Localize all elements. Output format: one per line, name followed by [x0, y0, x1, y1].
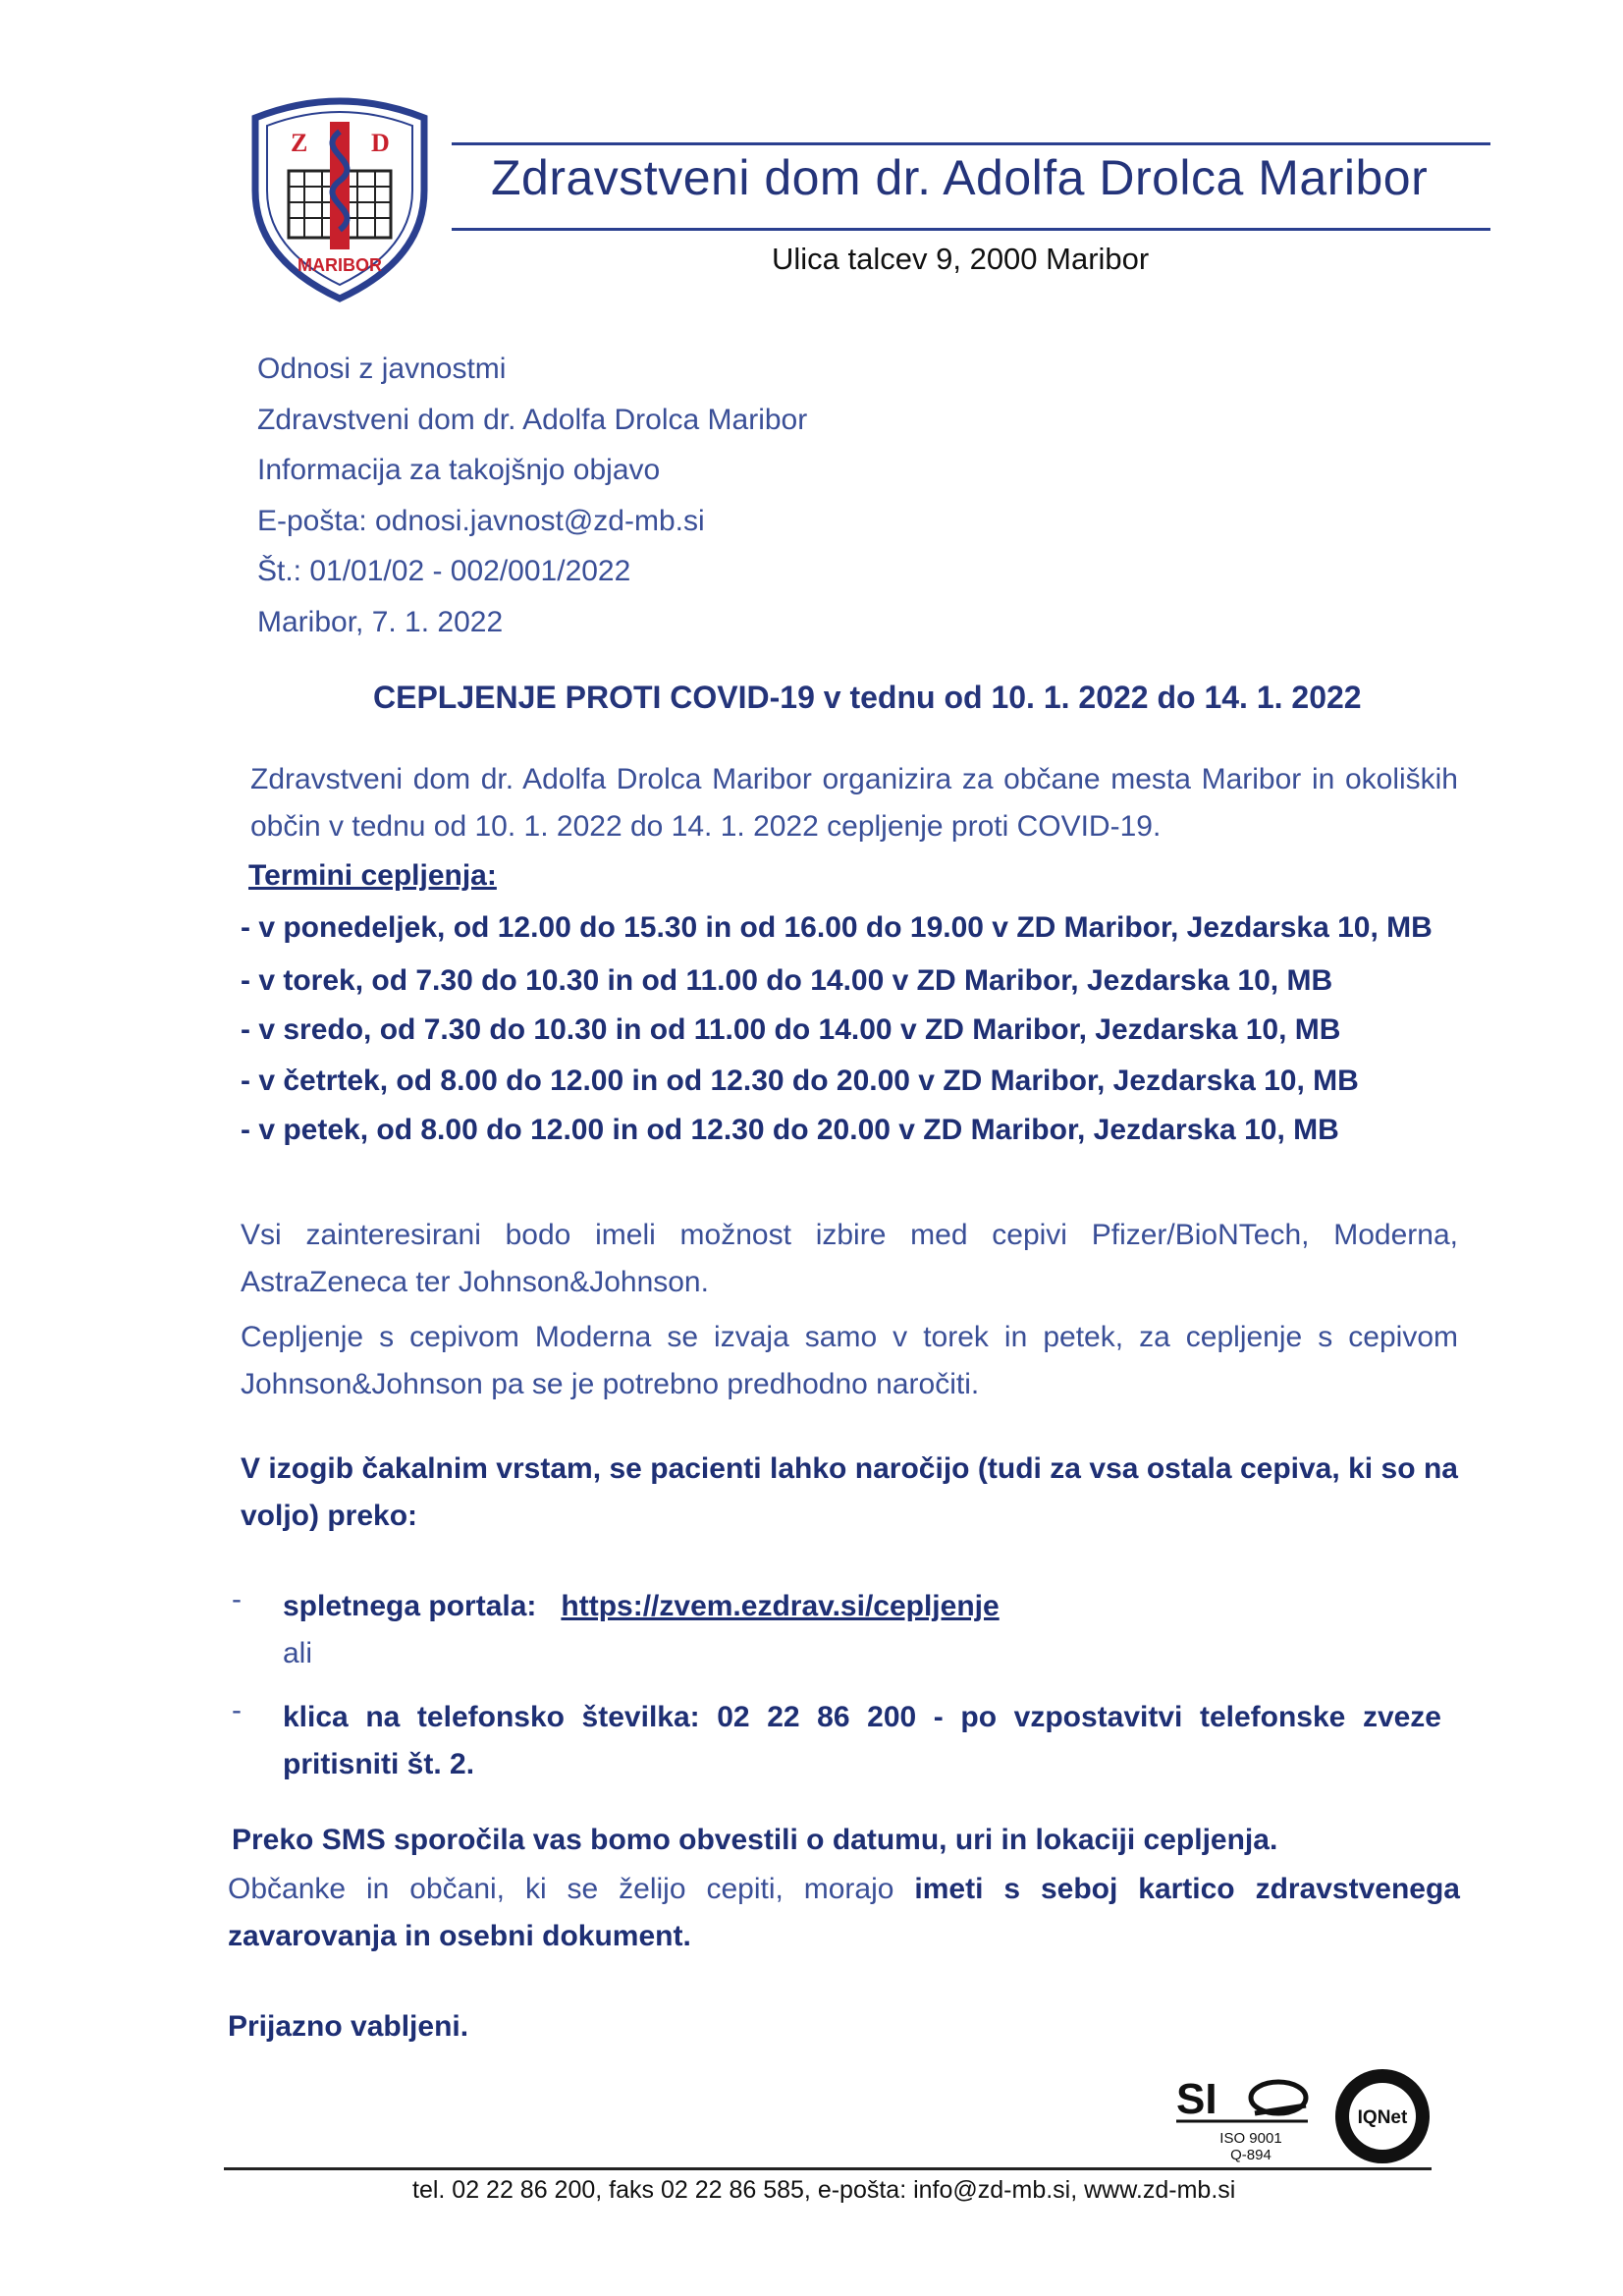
schedule-section: [241, 852, 1458, 1154]
list-bullet: -: [232, 1694, 242, 1726]
certification-logos: [1176, 2062, 1434, 2170]
documents-notice: Občanke in občani, ki se želijo cepiti, morajo imeti s seboj kartico zdravstvenega zavarovanja in osebni dokument.: [228, 1873, 1460, 1952]
document-title: CEPLJENJE PROTI COVID-19 v tednu od 10. 1. 2022 do 14. 1. 2022: [373, 680, 1362, 715]
closing: Prijazno vabljeni.: [228, 2010, 469, 2043]
booking-option-portal: spletnega portala: https://zvem.ezdrav.si/cepljenje: [283, 1590, 1000, 1622]
schedule-item: - v četrtek, od 8.00 do 12.00 in od 12.30 do 20.00 v ZD Maribor, Jezdarska 10, MB: [241, 1065, 1359, 1097]
meta-reference: Št.: 01/01/02 - 002/001/2022: [257, 555, 631, 587]
meta-department: Odnosi z javnostmi: [257, 353, 507, 385]
schedule-item: - v ponedeljek, od 12.00 do 15.30 in od 16.00 do 19.00 v ZD Maribor, Jezdarska 10, MB: [241, 911, 1433, 944]
sender-block: [257, 344, 807, 647]
schedule-item: - v petek, od 8.00 do 12.00 in od 12.30 do 20.00 v ZD Maribor, Jezdarska 10, MB: [241, 1114, 1339, 1146]
organization-address: Ulica talcev 9, 2000 Maribor: [772, 242, 1150, 276]
svg-text:Z: Z: [291, 129, 308, 157]
meta-email: E-pošta: odnosi.javnost@zd-mb.si: [257, 504, 705, 537]
meta-notice: Informacija za takojšnjo objavo: [257, 454, 661, 486]
svg-text:D: D: [371, 129, 390, 157]
schedule-item: - v sredo, od 7.30 do 10.30 in od 11.00 do 14.00 v ZD Maribor, Jezdarska 10, MB: [241, 1013, 1341, 1046]
header-rule-top: [452, 142, 1490, 145]
zd-maribor-logo: [245, 92, 434, 304]
organization-name: Zdravstveni dom dr. Adolfa Drolca Maribor: [491, 150, 1429, 205]
booking-or: ali: [283, 1637, 313, 1669]
footer-contact: tel. 02 22 86 200, faks 02 22 86 585, e-pošta: info@zd-mb.si, www.zd-mb.si: [412, 2176, 1236, 2204]
svg-text:SI: SI: [1176, 2075, 1217, 2123]
svg-text:MARIBOR: MARIBOR: [298, 255, 382, 275]
sms-notice: Preko SMS sporočila vas bomo obvestili o datumu, uri in lokaciji cepljenja.: [232, 1824, 1278, 1856]
schedule-item: - v torek, od 7.30 do 10.30 in od 11.00 do 14.00 v ZD Maribor, Jezdarska 10, MB: [241, 964, 1333, 997]
schedule-heading: Termini cepljenja:: [248, 859, 497, 892]
svg-text:Q-894: Q-894: [1230, 2147, 1271, 2163]
list-bullet: -: [232, 1583, 242, 1615]
svg-text:ISO 9001: ISO 9001: [1219, 2130, 1282, 2147]
meta-date: Maribor, 7. 1. 2022: [257, 605, 504, 638]
booking-intro: V izogib čakalnim vrstam, se pacienti lahko naročijo (tudi za vsa ostala cepiva, ki so na voljo) preko:: [241, 1452, 1458, 1532]
vaccination-portal-link[interactable]: https://zvem.ezdrav.si/cepljenje: [561, 1590, 1000, 1622]
footer-rule: [224, 2167, 1432, 2170]
meta-organization: Zdravstveni dom dr. Adolfa Drolca Maribor: [257, 403, 808, 436]
intro-paragraph: Zdravstveni dom dr. Adolfa Drolca Maribor organizira za občane mesta Maribor in okoliških občin v tednu od 10. 1. 2022 do 14. 1. 2022 cepljenje proti COVID-19.: [250, 763, 1458, 843]
booking-option-phone: klica na telefonsko številka: 02 22 86 200 - po vzpostavitvi telefonske zveze pritisniti št. 2.: [283, 1701, 1441, 1780]
vaccines-paragraph: Vsi zainteresirani bodo imeli možnost izbire med cepivi Pfizer/BioNTech, Moderna, AstraZeneca ter Johnson&Johnson.: [241, 1219, 1458, 1298]
svg-text:IQNet: IQNet: [1357, 2107, 1408, 2128]
moderna-note: Cepljenje s cepivom Moderna se izvaja samo v torek in petek, za cepljenje s cepivom Johnson&Johnson pa se je potrebno predhodno naročiti.: [241, 1321, 1458, 1400]
header-rule-bottom: [452, 228, 1490, 231]
